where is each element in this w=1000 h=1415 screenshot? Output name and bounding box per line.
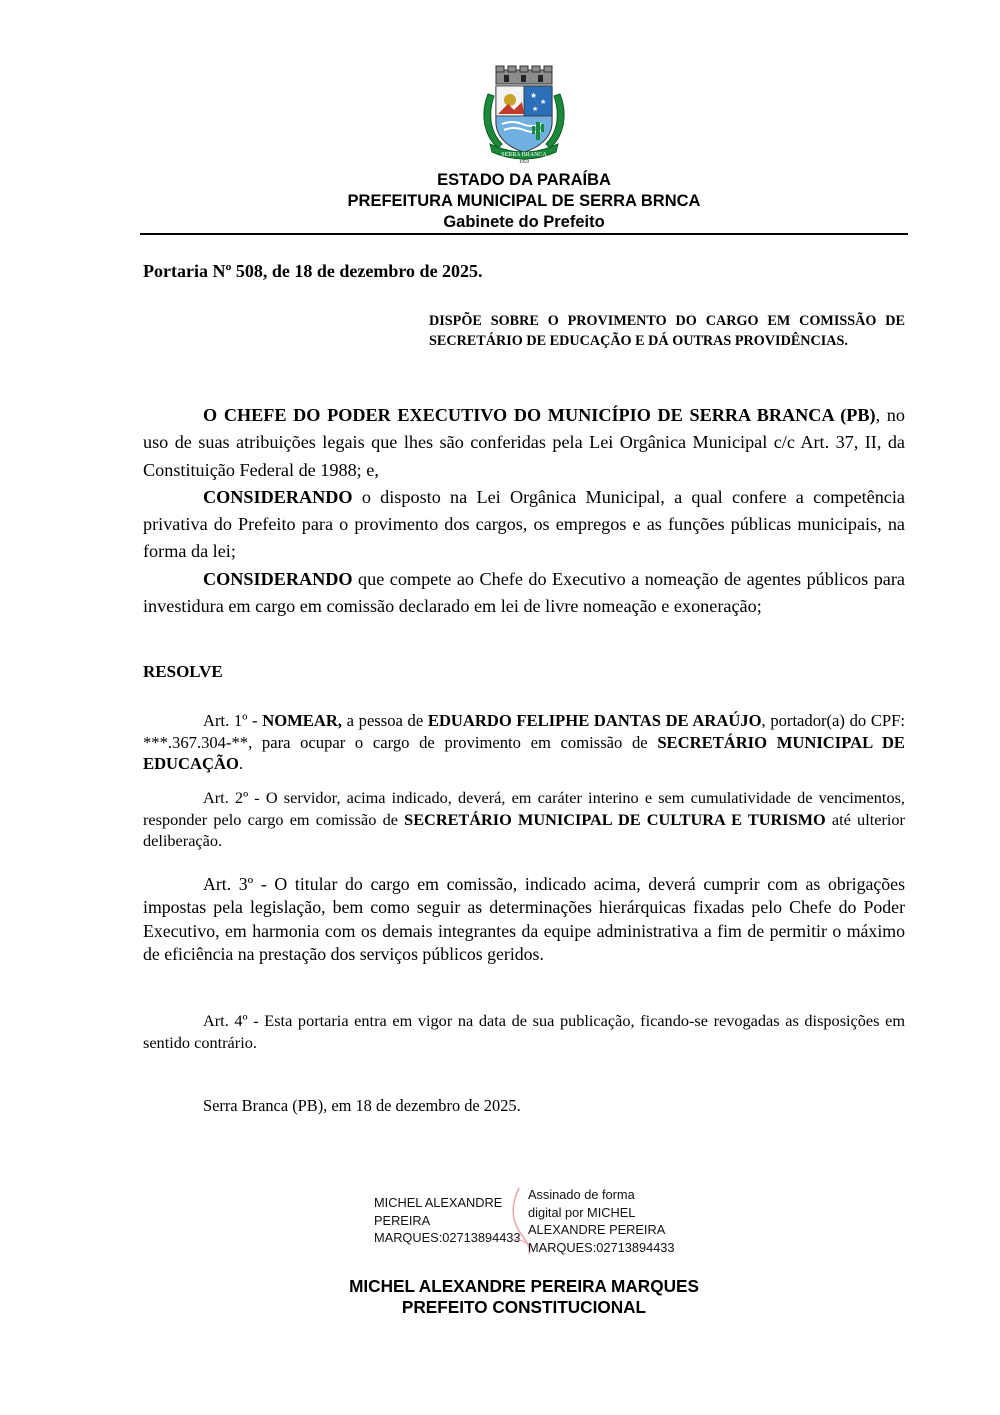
considerando-text: o disposto na Lei Orgânica Municipal, a qual confere a competência privativa do Prefeito para o provimento dos cargos, os empregos e as funções públicas municipais, na forma da lei;	[143, 486, 905, 562]
signer-identity	[374, 1194, 524, 1247]
article-2-tail: até ulterior deliberação.	[143, 809, 905, 850]
svg-text:★: ★	[532, 105, 539, 113]
digital-signature-line: digital por MICHEL	[528, 1204, 636, 1220]
resolve-heading: RESOLVE	[143, 662, 223, 681]
article-1-text-b: , portador(a) do CPF: ***.367.304-**, para ocupar o cargo de provimento em comissão de	[143, 711, 905, 752]
considerando-paragraph-2	[143, 566, 905, 621]
crest-motto: SERRA BRANCA	[501, 152, 547, 158]
signer-line: PEREIRA	[374, 1212, 431, 1228]
interim-role: SECRETÁRIO MUNICIPAL DE CULTURA E TURISMO	[404, 809, 826, 829]
digital-signature-info	[528, 1186, 688, 1256]
article-4-text: Art. 4º - Esta portaria entra em vigor na data de sua publicação, ficando-se revogadas as disposições em sentido contrário.	[143, 1011, 905, 1052]
digital-signature-line: ALEXANDRE PEREIRA	[528, 1222, 666, 1237]
digital-signature-line: MARQUES:02713894433	[528, 1239, 675, 1255]
digital-signature-line: Assinado de forma	[528, 1187, 635, 1202]
considerando-label: CONSIDERANDO	[203, 486, 353, 507]
crest-year: 1959	[519, 160, 529, 164]
considerando-paragraph-1	[143, 484, 905, 566]
svg-text:★: ★	[530, 91, 538, 100]
signer-name: MICHEL ALEXANDRE PEREIRA MARQUES	[349, 1276, 699, 1296]
header-prefecture: PREFEITURA MUNICIPAL DE SERRA BRNCA	[347, 192, 701, 210]
preamble-text: , no uso de suas atribuições legais que lhes são conferidas pela Lei Orgânica Municipal c/c Art. 37, II, da Constituição Federal de 1988; e,	[143, 405, 905, 480]
article-1-text-c: .	[238, 754, 244, 773]
signer-line: MICHEL ALEXANDRE	[374, 1195, 503, 1210]
considerando-text: que compete ao Chefe do Executivo a nomeação de agentes públicos para investidura em cargo em comissão declarado em lei de livre nomeação e exoneração;	[143, 568, 905, 617]
document-title: Portaria Nº 508, de 18 de dezembro de 2025.	[143, 261, 483, 281]
article-3-text: Art. 3º - O titular do cargo em comissão, indicado acima, deverá cumprir com as obrigações impostas pela legislação, bem como seguir as determinações hierárquicas fixadas pelo Chefe do Poder Executivo, em harmonia com os demais integrantes da equipe administrativa a fim de permitir o máximo de eficiência na prestação dos serviços públicos geridos.	[143, 874, 905, 964]
article-1-verb: NOMEAR,	[262, 711, 342, 730]
article-1-text-a: a pessoa de	[341, 711, 428, 730]
article-3	[143, 873, 905, 966]
municipal-crest-logo	[482, 64, 566, 164]
article-1	[143, 710, 905, 775]
place-date: Serra Branca (PB), em 18 de dezembro de 2025.	[203, 1096, 521, 1115]
article-2	[143, 787, 905, 852]
preamble-paragraph	[143, 402, 905, 484]
svg-text:★: ★	[540, 98, 547, 106]
header-divider	[140, 233, 908, 235]
appointee-name: EDUARDO FELIPHE DANTAS DE ARAÚJO	[427, 711, 762, 730]
preamble-authority: O CHEFE DO PODER EXECUTIVO DO MUNICÍPIO DE SERRA BRANCA (PB)	[203, 405, 876, 425]
article-1-prefix: Art. 1º -	[203, 711, 263, 730]
document-ementa: DISPÕE SOBRE O PROVIMENTO DO CARGO EM COMISSÃO DE SECRETÁRIO DE EDUCAÇÃO E DÁ OUTRAS PROVIDÊNCIAS.	[429, 313, 905, 349]
signer-role: PREFEITO CONSTITUCIONAL	[401, 1297, 647, 1317]
header-state: ESTADO DA PARAÍBA	[437, 171, 611, 189]
document-preamble	[143, 402, 905, 620]
article-4	[143, 1010, 905, 1053]
article-2-text: Art. 2º - O servidor, acima indicado, deverá, em caráter interino e sem cumulatividade de vencimentos, responder pelo cargo em comissão de	[143, 788, 905, 829]
appointed-role: SECRETÁRIO MUNICIPAL DE EDUCAÇÃO	[143, 732, 905, 773]
considerando-label: CONSIDERANDO	[203, 568, 353, 589]
signer-line: MARQUES:02713894433	[374, 1230, 521, 1245]
header-office: Gabinete do Prefeito	[443, 213, 605, 231]
